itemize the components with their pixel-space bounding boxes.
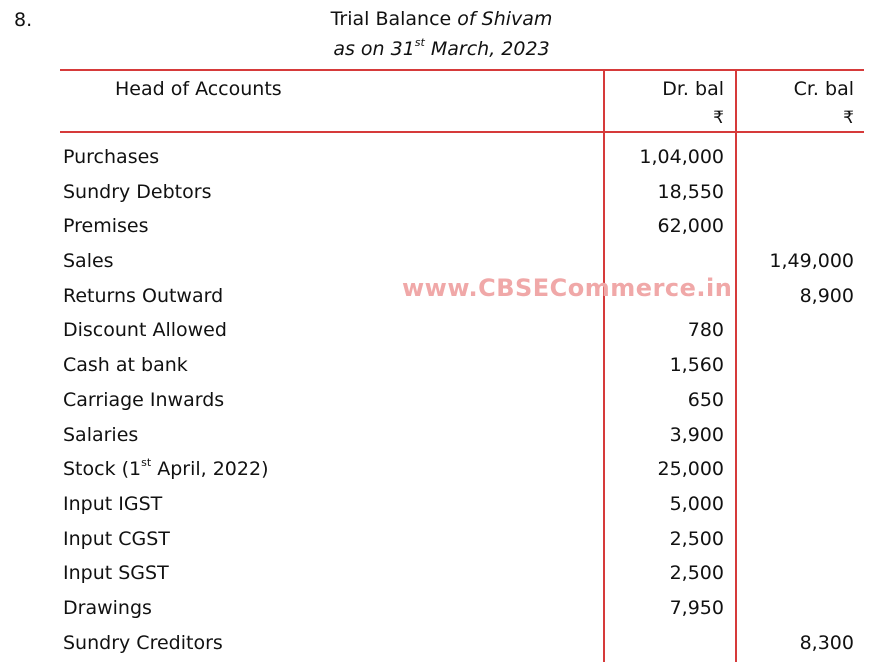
credit-value: 8,300 <box>799 631 854 654</box>
debit-value: 650 <box>687 388 724 411</box>
credit-value: 1,49,000 <box>769 250 854 273</box>
account-name: Sundry Debtors <box>63 180 212 203</box>
table-row <box>0 626 890 661</box>
debit-currency-symbol: ₹ <box>713 108 724 128</box>
account-superscript: st <box>141 455 152 469</box>
account-name: Purchases <box>63 146 160 168</box>
account-name: Input IGST <box>63 492 163 515</box>
account-name: Drawings <box>63 596 152 619</box>
title-italic: of Shivam <box>457 8 553 30</box>
table-row <box>0 313 890 348</box>
account-name: Cash at bank <box>63 354 188 377</box>
account-name <box>63 452 268 487</box>
account-name: Returns Outward <box>63 284 224 307</box>
statement-title <box>0 8 883 30</box>
debit-value: 3,900 <box>669 423 724 446</box>
credit-currency-symbol: ₹ <box>843 108 854 128</box>
account-name: Input SGST <box>63 562 169 585</box>
header-account: Head of Accounts <box>115 78 282 100</box>
table-row <box>0 452 890 487</box>
trial-balance-rows <box>0 140 890 660</box>
debit-value: 18,550 <box>657 180 724 203</box>
title-plain: Trial Balance <box>330 8 452 30</box>
account-name: Carriage Inwards <box>63 388 225 411</box>
account-name: Input CGST <box>63 527 170 550</box>
account-name: Discount Allowed <box>63 319 227 342</box>
table-row <box>0 591 890 626</box>
debit-value: 5,000 <box>669 492 724 515</box>
debit-value: 1,560 <box>669 354 724 377</box>
account-prefix: Stock (1 <box>63 458 142 481</box>
debit-value: 1,04,000 <box>639 146 724 168</box>
credit-value: 8,900 <box>799 284 854 307</box>
table-row <box>0 487 890 522</box>
table-row <box>0 348 890 383</box>
table-row <box>0 209 890 244</box>
account-name: Premises <box>63 215 149 238</box>
statement-date <box>0 35 883 60</box>
account-name: Sales <box>63 250 114 273</box>
table-row <box>0 175 890 210</box>
debit-value: 62,000 <box>657 215 724 238</box>
account-suffix: April, 2022) <box>151 458 269 481</box>
header-bottom-rule <box>60 131 864 133</box>
header-debit: Dr. bal <box>662 78 724 100</box>
watermark-text: www.CBSECommerce.in <box>402 274 733 302</box>
debit-value: 7,950 <box>669 596 724 619</box>
account-name: Sundry Creditors <box>63 631 223 654</box>
question-number: 8. <box>14 9 33 31</box>
debit-value: 25,000 <box>657 458 724 481</box>
table-row <box>0 556 890 591</box>
date-suffix: March, 2023 <box>430 38 550 60</box>
account-name: Salaries <box>63 423 139 446</box>
debit-value: 2,500 <box>669 527 724 550</box>
date-superscript: st <box>414 35 425 49</box>
date-prefix: as on 31 <box>333 38 415 60</box>
table-row <box>0 418 890 453</box>
table-top-rule <box>60 69 864 71</box>
table-row <box>0 383 890 418</box>
table-row <box>0 522 890 557</box>
table-row <box>0 140 890 175</box>
debit-value: 2,500 <box>669 562 724 585</box>
debit-value: 780 <box>687 319 724 342</box>
header-credit: Cr. bal <box>793 78 854 100</box>
